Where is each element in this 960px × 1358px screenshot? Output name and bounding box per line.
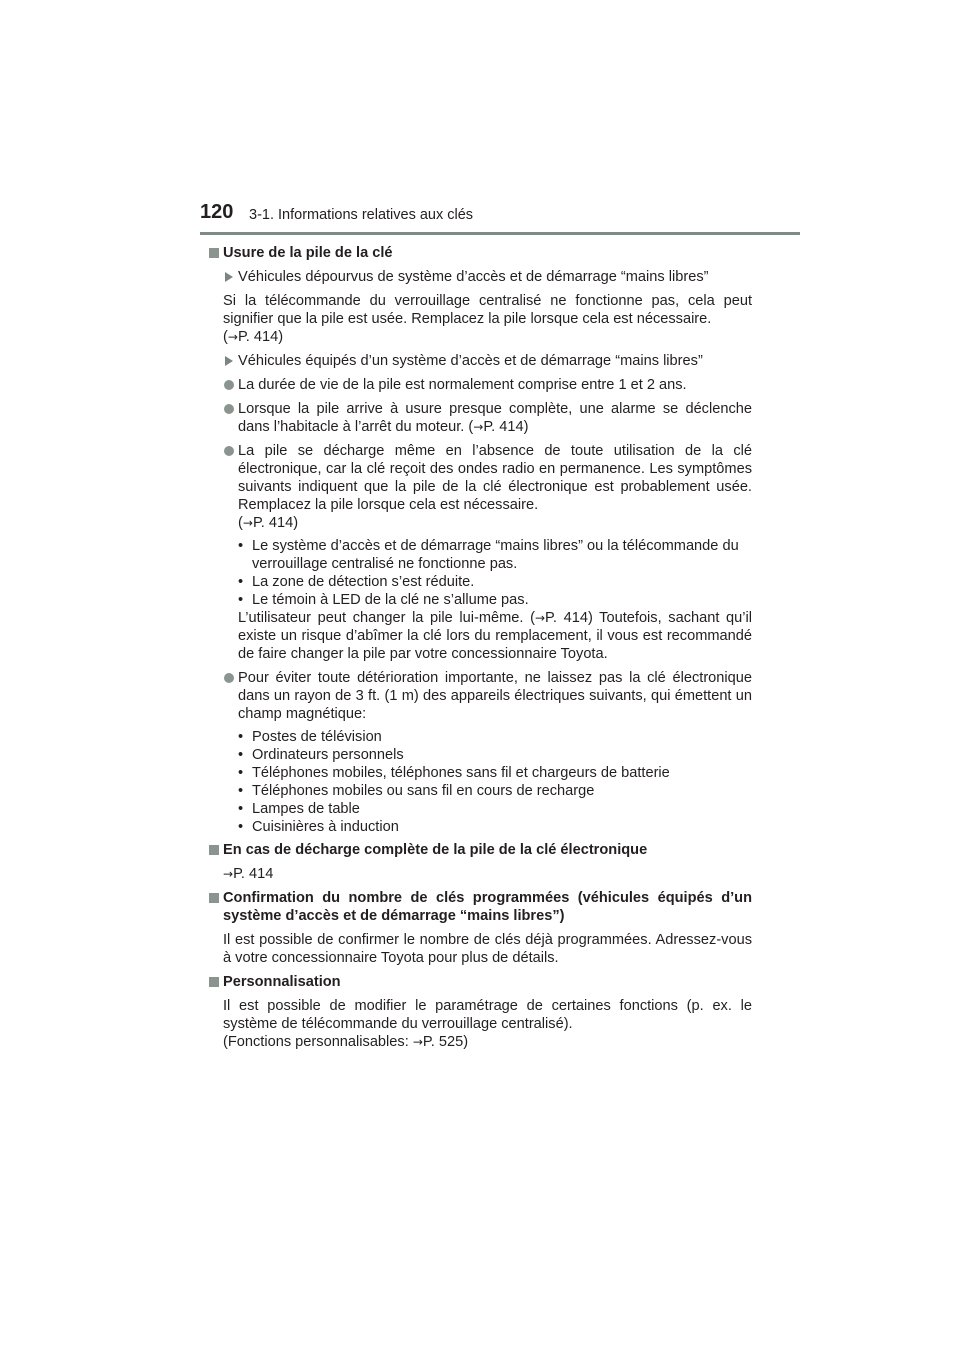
section-heading-customization [208, 973, 752, 991]
page-reference: (Fonctions personnalisables: →P. 525) [223, 1034, 469, 1050]
paragraph [208, 997, 752, 1051]
bullet-text: Lorsque la pile arrive à usure presque complète, une alarme se déclenche dans l’habitacle à l’arrêt du moteur. ( [238, 401, 752, 435]
sub-bullet-marker: • [238, 574, 244, 590]
bullet-dot-icon [224, 404, 234, 414]
sub-bullet-marker: • [238, 592, 244, 608]
page-reference: →P. 414 [223, 866, 274, 882]
page-reference: (→P. 414) [238, 515, 299, 531]
paragraph-text: Si la télécommande du verrouillage centralisé ne fonctionne pas, cela peut signifier que la pile est usée. Remplacez la pile lorsque cela est nécessaire. [223, 293, 752, 327]
arrow-icon: → [223, 867, 234, 881]
section-heading-text: En cas de décharge complète de la pile de la clé électronique [223, 842, 648, 858]
paragraph-text: Il est possible de confirmer le nombre de clés déjà programmées. Adressez-vous à votre concessionnaire Toyota pour plus de détails. [223, 932, 752, 966]
sub-list-item [208, 782, 752, 800]
section-heading-text: Confirmation du nombre de clés programmées (véhicules équipés d’un système d’accès et de démarrage “mains libres”) [223, 890, 752, 924]
sub-list-item [208, 764, 752, 782]
sub-list-text: Ordinateurs personnels [252, 747, 404, 763]
bullet-dot-icon [224, 446, 234, 456]
sub-bullet-marker: • [238, 819, 244, 835]
vehicle-variant-line [208, 268, 752, 286]
bullet-text: La durée de vie de la pile est normalement comprise entre 1 et 2 ans. [238, 377, 687, 393]
section-square-icon [209, 248, 219, 258]
section-square-icon [209, 845, 219, 855]
bullet-dot-icon [224, 673, 234, 683]
sub-list-text: Téléphones mobiles, téléphones sans fil et chargeurs de batterie [252, 765, 670, 781]
sub-list-text: Téléphones mobiles ou sans fil en cours de recharge [252, 783, 595, 799]
bullet-item [208, 669, 752, 723]
bullet-text: La pile se décharge même en l’absence de toute utilisation de la clé électronique, car la clé reçoit des ondes radio en permanence. Les symptômes suivants indiquent que la pile de la clé électronique est probablement usée. Remplacez la pile lorsque cela est nécessaire. [238, 443, 752, 513]
section-heading-key-battery [208, 244, 752, 262]
section-heading-programmed-keys [208, 889, 752, 925]
triangle-marker-icon [225, 272, 233, 282]
page-number: 120 [200, 201, 234, 223]
arrow-icon: → [412, 1035, 423, 1049]
sub-bullet-marker: • [238, 729, 244, 745]
arrow-icon: → [242, 516, 253, 530]
sub-bullet-marker: • [238, 765, 244, 781]
sub-list-item [208, 728, 752, 746]
sub-list-text: Lampes de table [252, 801, 360, 817]
paragraph [208, 292, 752, 346]
vehicle-variant-line [208, 352, 752, 370]
sub-list-item [208, 537, 752, 573]
sub-bullet-marker: • [238, 747, 244, 763]
triangle-marker-icon [225, 356, 233, 366]
arrow-icon: → [473, 420, 484, 434]
sub-list-item [208, 818, 752, 836]
bullet-item [208, 376, 752, 394]
section-heading-text: Usure de la pile de la clé [223, 245, 393, 261]
header-rule [200, 232, 800, 235]
sub-list-item [208, 800, 752, 818]
vehicle-variant-text: Véhicules équipés d’un système d’accès et de démarrage “mains libres” [238, 353, 703, 369]
section-square-icon [209, 977, 219, 987]
bullet-dot-icon [224, 380, 234, 390]
paragraph-text: Il est possible de modifier le paramétrage de certaines fonctions (p. ex. le système de télécommande du verrouillage centralisé). [223, 998, 752, 1032]
sub-bullet-marker: • [238, 783, 244, 799]
bullet-item [208, 400, 752, 436]
sub-list-text: Postes de télévision [252, 729, 382, 745]
page-reference: (→P. 414) [223, 329, 284, 345]
sub-list-item [208, 746, 752, 764]
sub-list-text: Cuisinières à induction [252, 819, 399, 835]
sub-list-text: Le système d’accès et de démarrage “mains libres” ou la télécommande du verrouillage centralisé ne fonctionne pas. [252, 538, 739, 572]
sub-list-text: Le témoin à LED de la clé ne s’allume pas. [252, 592, 529, 608]
sub-bullet-marker: • [238, 538, 244, 554]
section-heading-discharged-battery [208, 841, 752, 859]
sub-list-text: La zone de détection s’est réduite. [252, 574, 475, 590]
vehicle-variant-text: Véhicules dépourvus de système d’accès et de démarrage “mains libres” [238, 269, 709, 285]
bullet-text: Pour éviter toute détérioration importante, ne laissez pas la clé électronique dans un rayon de 3 ft. (1 m) des appareils électriques suivants, qui émettent un champ magnétique: [238, 670, 752, 722]
sub-list-item [208, 573, 752, 591]
page-content [208, 244, 752, 1051]
chapter-title: 3-1. Informations relatives aux clés [249, 207, 474, 223]
section-heading-text: Personnalisation [223, 974, 341, 990]
section-square-icon [209, 893, 219, 903]
page-reference: P. 414) [545, 610, 593, 626]
sub-bullet-marker: • [238, 801, 244, 817]
bullet-item [208, 442, 752, 532]
battery-replacement-note: L’utilisateur peut changer la pile lui-même. (→P. 414) Toutefois, sachant qu’il existe un risque d’abîmer la clé lors du remplacement, il vous est recommandé de faire changer la pile par votre concessionnaire Toyota. [238, 610, 752, 662]
paragraph [208, 931, 752, 967]
arrow-icon: → [227, 330, 238, 344]
sub-list-item [208, 591, 752, 609]
arrow-icon: → [534, 611, 546, 625]
page-reference: P. 414) [483, 419, 529, 435]
